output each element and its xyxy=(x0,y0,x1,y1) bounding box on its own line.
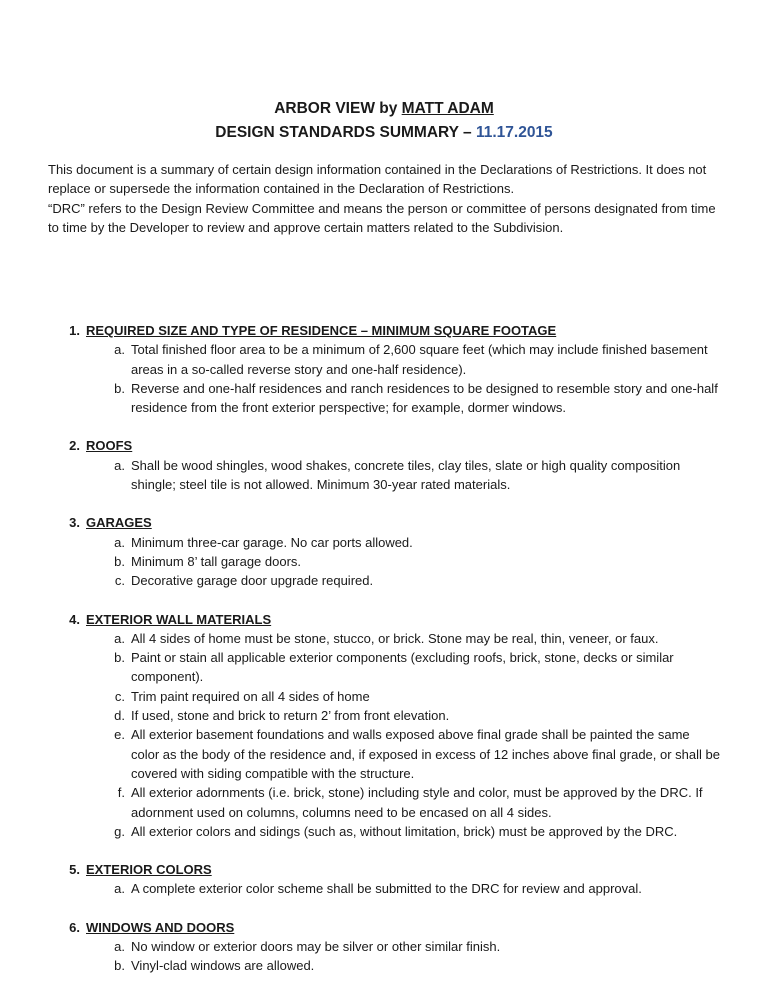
intro-paragraph: “DRC” refers to the Design Review Committee and means the person or committee of persons designated from time to time by the Developer to review and approve certain matters related to the Subdivision. xyxy=(48,200,716,235)
item-text: No window or exterior doors may be silver or other similar finish. xyxy=(131,939,501,955)
item-text: Shall be wood shingles, wood shakes, concrete tiles, clay tiles, slate or high quality composition shingle; steel tile is not allowed. Minimum 30-year rated materials. xyxy=(131,457,681,493)
item-letter: d. xyxy=(114,708,125,724)
list-item xyxy=(108,687,724,706)
list-item xyxy=(108,552,724,571)
list-item xyxy=(108,706,724,725)
section xyxy=(48,918,724,976)
item-letter: c. xyxy=(114,688,125,704)
section-number: 5. xyxy=(69,862,80,878)
author-name: MATT ADAM xyxy=(401,100,494,117)
item-text: Paint or stain all applicable exterior components (excluding roofs, brick, stone, decks or similar component). xyxy=(131,650,674,685)
document-date: 11.17.2015 xyxy=(475,124,553,141)
list-item xyxy=(108,822,724,841)
title-text: ARBOR VIEW by xyxy=(274,100,402,117)
section-heading xyxy=(48,918,724,937)
section-heading xyxy=(48,321,724,340)
item-text: Vinyl-clad windows are allowed. xyxy=(131,958,315,974)
section-heading xyxy=(48,610,724,629)
item-letter: b. xyxy=(114,553,125,569)
item-text: Reverse and one-half residences and ranch residences to be designed to resemble story and one-half residence from the front exterior perspective; for example, dormer windows. xyxy=(131,380,718,416)
item-letter: b. xyxy=(114,650,125,666)
item-letter: g. xyxy=(114,823,125,839)
section-heading xyxy=(48,436,724,455)
list-item xyxy=(108,879,724,898)
section xyxy=(48,513,724,590)
item-text: All exterior basement foundations and walls exposed above final grade shall be painted the same color as the body of the residence and, if exposed in excess of 12 inches above final grade, or shall be covered with siding compatible with the structure. xyxy=(131,727,720,781)
section-number: 1. xyxy=(69,323,80,338)
item-letter: f. xyxy=(117,785,125,801)
item-letter: a. xyxy=(114,881,125,897)
item-text: Minimum three-car garage. No car ports allowed. xyxy=(131,534,413,550)
item-letter: b. xyxy=(114,958,125,974)
item-letter: a. xyxy=(114,534,125,550)
document-subtitle xyxy=(0,123,768,142)
list-item xyxy=(108,648,724,687)
list-item xyxy=(108,533,724,552)
section-number: 2. xyxy=(69,438,80,454)
item-text: If used, stone and brick to return 2’ from front elevation. xyxy=(131,708,450,724)
item-text: Total finished floor area to be a minimum of 2,600 square feet (which may include finished basement areas in a so-called reverse story and one-half residence). xyxy=(131,342,708,377)
section xyxy=(48,321,724,417)
intro-paragraph: This document is a summary of certain design information contained in the Declarations of Restrictions. It does not replace or supersede the information contained in the Declaration of Restrictions. xyxy=(48,162,707,197)
list-item xyxy=(108,956,724,975)
item-letter: a. xyxy=(114,457,125,473)
list-item xyxy=(108,937,724,956)
item-text: A complete exterior color scheme shall be submitted to the DRC for review and approval. xyxy=(131,881,642,897)
item-text: Minimum 8’ tall garage doors. xyxy=(131,553,302,569)
item-letter: b. xyxy=(114,380,125,396)
section xyxy=(48,610,724,842)
list-item xyxy=(108,629,724,648)
section-number: 3. xyxy=(69,515,80,531)
item-text: All exterior adornments (i.e. brick, stone) including style and color, must be approved by the DRC. If adornment used on columns, columns need to be encased on all 4 sides. xyxy=(131,785,703,820)
item-text: All 4 sides of home must be stone, stucco, or brick. Stone may be real, thin, veneer, or faux. xyxy=(131,630,659,646)
item-letter: a. xyxy=(114,342,125,358)
section-title: REQUIRED SIZE AND TYPE OF RESIDENCE – MINIMUM SQUARE FOOTAGE xyxy=(86,323,557,338)
section xyxy=(48,436,724,494)
list-item xyxy=(108,725,724,783)
item-text: All exterior colors and sidings (such as, without limitation, brick) must be approved by the DRC. xyxy=(131,823,678,839)
section-title: EXTERIOR COLORS xyxy=(86,862,212,878)
list-item xyxy=(108,783,724,822)
item-letter: a. xyxy=(114,939,125,955)
list-item xyxy=(108,571,724,590)
sections-list xyxy=(48,321,724,995)
section-number: 6. xyxy=(69,919,80,935)
list-item xyxy=(108,379,724,418)
list-item xyxy=(108,456,724,495)
section-title: GARAGES xyxy=(86,515,152,531)
section-heading xyxy=(48,513,724,532)
intro xyxy=(48,160,724,237)
section-heading xyxy=(48,860,724,879)
section xyxy=(48,860,724,899)
document-title xyxy=(0,99,768,118)
item-letter: c. xyxy=(114,573,125,589)
list-item xyxy=(108,340,724,379)
item-text: Decorative garage door upgrade required. xyxy=(131,573,374,589)
subtitle-text: DESIGN STANDARDS SUMMARY – xyxy=(215,124,476,141)
item-text: Trim paint required on all 4 sides of home xyxy=(131,688,370,704)
item-letter: e. xyxy=(114,727,125,743)
item-letter: a. xyxy=(114,630,125,646)
section-number: 4. xyxy=(69,611,80,627)
section-title: EXTERIOR WALL MATERIALS xyxy=(86,611,272,627)
section-title: ROOFS xyxy=(86,438,133,454)
section-title: WINDOWS AND DOORS xyxy=(86,919,235,935)
